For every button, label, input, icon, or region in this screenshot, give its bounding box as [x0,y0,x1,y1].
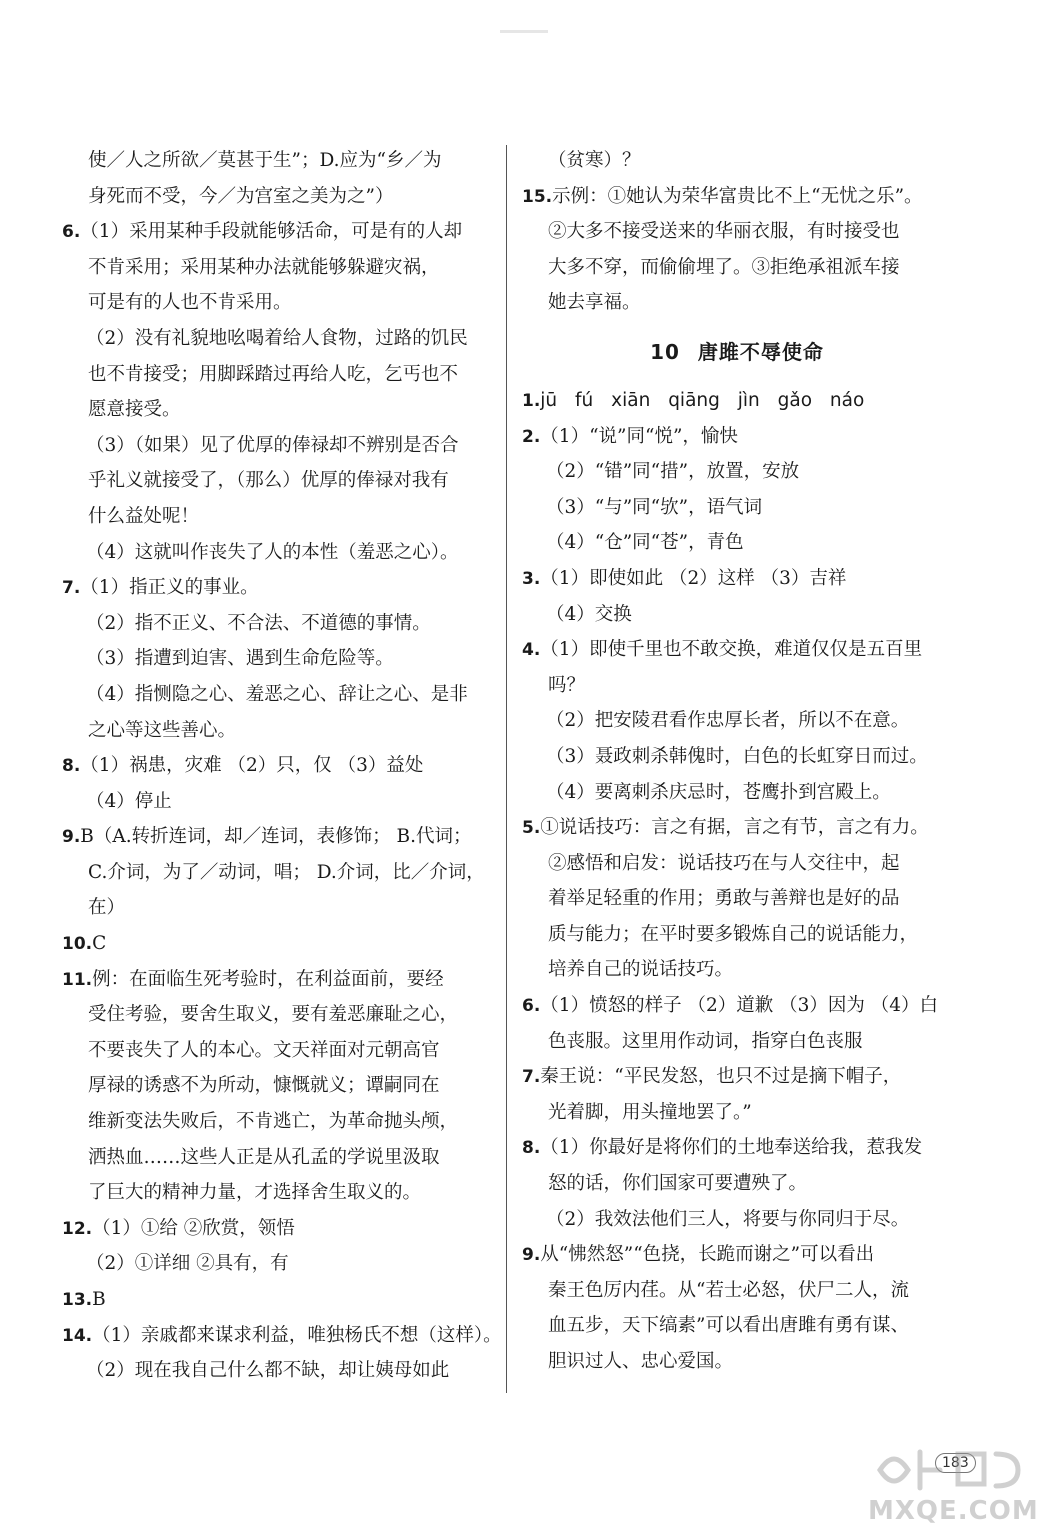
answer-text: 维新变法失败后，不肯逃亡，为革命抛头颅， [88,1111,459,1133]
left-answer-line [62,713,490,749]
right-column-answers [522,383,952,1380]
answer-text: （3）“与”同“欤”，语气词 [546,496,763,518]
section-answer-line [522,1237,952,1273]
answer-text: （1）即使千里也不敢交换，难道仅仅是五百里 [540,639,923,661]
left-answer-line [62,1318,502,1354]
answer-text: 她去享福。 [548,292,641,314]
left-answer-line [62,1211,490,1247]
section-answer-line [522,632,952,668]
question-number: 5. [522,818,541,839]
answer-text: （4）“仓”同“苍”，青色 [546,532,744,554]
answer-text: 愿意接受。 [88,399,181,421]
section-answer-line [522,1344,952,1380]
left-answer-line [62,641,490,677]
watermark-logo [868,1440,1039,1530]
question-number: 1. [522,390,541,411]
answer-text: 什么益处呢！ [88,505,200,527]
answer-text: （1）即使如此 （2）这样 （3）吉祥 [540,567,847,589]
answer-text: 秦王说：“平民发怒，也只不过是摘下帽子， [540,1066,902,1088]
left-answer-line [62,1282,490,1318]
left-answer-line [62,677,490,713]
section-answer-line [522,881,952,917]
right-column [522,143,952,1380]
answer-text: 吗？ [548,674,586,696]
section-answer-line [522,454,952,490]
answer-text: 例：在面临生死考验时，在利益面前，要经 [92,968,444,990]
left-answer-line [62,1353,490,1389]
section-heading [522,321,952,383]
answer-text: 培养自己的说话技巧。 [548,959,734,981]
section-title: 唐雎不辱使命 [697,339,824,364]
right-column-top [522,143,952,321]
question-number: 12. [62,1218,93,1239]
left-answer-line [62,606,490,642]
answer-text: （3）指遭到迫害、遇到生命危险等。 [86,648,394,670]
answer-text: （1）祸患，灾难 （2）只，仅 （3）益处 [80,755,424,777]
answer-text: （2）①详细 ②具有，有 [86,1253,289,1275]
left-answer-line [62,1246,490,1282]
left-answer-line [62,1175,490,1211]
section-answer-line [522,988,952,1024]
left-answer-line [62,250,490,286]
left-answer-line [62,357,490,393]
answer-text: （2）指不正义、不合法、不道德的事情。 [86,612,431,634]
right-answer-line [522,285,952,321]
question-number: 8. [522,1138,541,1159]
answer-text: （3）（如果）见了优厚的俸禄却不辨别是否合 [86,434,459,456]
section-answer-line [522,490,952,526]
left-answer-line [62,1068,490,1104]
answer-text: （4）指恻隐之心、羞恶之心、辞让之心、是非 [86,683,468,705]
section-answer-line [522,703,952,739]
left-answer-line [62,499,490,535]
right-answer-line [522,214,952,250]
section-answer-line [522,775,952,811]
answer-text: B（A.转折连词，却／连词，表修饰； B.代词； [80,826,472,848]
section-answer-line [522,419,952,455]
answer-text: 之心等这些善心。 [88,719,237,741]
section-answer-line [522,1273,952,1309]
left-answer-line [62,179,490,215]
top-edge-mark [500,30,548,33]
answer-text: 色丧服。这里用作动词，指穿白色丧服 [548,1030,863,1052]
answer-text: 了巨大的精神力量，才选择舍生取义的。 [88,1182,422,1204]
section-answer-line [522,952,952,988]
answer-text: 怒的话，你们国家可要遭殃了。 [548,1173,808,1195]
answer-text: 光着脚，用头撞地罢了。” [548,1101,752,1123]
answer-text: （1）指正义的事业。 [80,577,259,599]
question-number: 11. [62,969,93,990]
watermark-text: MXQE.COM [868,1496,1039,1526]
right-answer-line [522,143,952,179]
left-answer-line [62,143,490,179]
page-number: 183 [935,1453,976,1473]
question-number: 9. [522,1245,541,1266]
question-number: 6. [62,222,81,243]
section-answer-line [522,1202,952,1238]
question-number: 4. [522,640,541,661]
left-answer-line [62,1104,490,1140]
answer-text: 可是有的人也不肯采用。 [88,292,292,314]
left-answer-line [62,463,490,499]
answer-text: 使／人之所欲／莫甚于生”；D.应为“乡／为 [88,150,442,171]
answer-text: （2）“错”同“措”，放置，安放 [546,461,800,483]
answer-text: （3）聂政刺杀韩傀时，白色的长虹穿日而过。 [546,745,928,767]
answer-text: （2）我效法他们三人，将要与你同归于尽。 [546,1208,910,1230]
left-answer-line [62,535,490,571]
left-answer-line [62,570,490,606]
section-answer-line [522,525,952,561]
answer-text: 质与能力；在平时要多锻炼自己的说话能力， [548,923,919,945]
left-answer-line [62,784,490,820]
section-answer-line [522,1166,952,1202]
answer-text: （1）愤怒的样子 （2）道歉 （3）因为 （4）白 [540,995,939,1017]
answer-text: 乎礼义就接受了，（那么）优厚的俸禄对我有 [88,470,449,492]
answer-text: C [92,933,107,955]
right-answer-line [522,250,952,286]
section-answer-line [522,561,952,597]
question-number: 8. [62,756,81,777]
answer-text: （1）采用某种手段就能够活命，可是有的人却 [80,221,463,243]
question-number: 10. [62,934,93,955]
section-answer-line [522,1130,952,1166]
answer-text: 洒热血……这些人正是从孔孟的学说里汲取 [88,1146,440,1168]
answer-text: （1）①给 ②欣赏，领悟 [92,1217,295,1239]
question-number: 14. [62,1325,93,1346]
answer-text: 血五步，天下缟素”可以看出唐雎有勇有谋、 [548,1315,909,1337]
answer-text: 不肯采用；采用某种办法就能够躲避灾祸， [88,256,440,278]
answer-text: （2）把安陵君看作忠厚长者，所以不在意。 [546,710,910,732]
section-answer-line [522,1095,952,1131]
question-number: 2. [522,426,541,447]
answer-text: 着举足轻重的作用；勇敢与善辩也是好的品 [548,888,900,910]
answer-text: ②感悟和启发：说话技巧在与人交往中，起 [548,852,900,874]
answer-text: 厚禄的诱惑不为所动，慷慨就义；谭嗣同在 [88,1075,440,1097]
question-number: 7. [522,1067,541,1088]
question-number: 13. [62,1290,93,1310]
left-column [62,143,502,1389]
section-answer-line [522,383,952,419]
answer-text: 示例：①她认为荣华富贵比不上“无忧之乐”。 [552,185,923,207]
answer-text: B [92,1289,106,1310]
section-answer-line [522,1308,952,1344]
left-answer-line [62,285,490,321]
watermark-graphic-icon [868,1440,1033,1500]
answer-text: （4）这就叫作丧失了人的本性（羞恶之心）。 [86,541,459,563]
answer-text: 身死而不受，今／为宫室之美为之”） [88,185,394,207]
left-answer-line [62,392,490,428]
section-answer-line [522,668,952,704]
section-answer-line [522,597,952,633]
column-divider [506,145,507,1393]
section-answer-line [522,1059,952,1095]
answer-text: （1）“说”同“悦”，愉快 [540,425,738,447]
left-answer-line [62,890,490,926]
left-answer-line [62,997,490,1033]
answer-text: （贫寒）？ [548,150,641,171]
section-answer-line [522,739,952,775]
answer-text: C.介词，为了／动词，唱； D.介词，比／介词， [88,861,485,883]
answer-text: 不要丧失了人的本心。文天祥面对元朝高官 [88,1039,440,1061]
left-answer-line [62,428,490,464]
section-answer-line [522,846,952,882]
left-answer-line [62,748,490,784]
answer-text: 受住考验，要舍生取义，要有羞恶廉耻之心， [88,1004,459,1026]
question-number: 7. [62,578,81,599]
left-answer-line [62,855,490,891]
right-answer-line [522,179,952,215]
answer-text: （2）现在我自己什么都不缺，却让姨母如此 [86,1360,450,1382]
answer-text: 胆识过人、忠心爱国。 [548,1351,734,1372]
question-number: 6. [522,996,541,1017]
answer-text: ①说话技巧：言之有据，言之有节，言之有力。 [540,817,929,839]
answer-text: （4）交换 [546,603,632,625]
section-number: 10 [650,339,680,364]
section-answer-line [522,917,952,953]
question-number: 9. [62,827,81,848]
left-answer-line [62,1140,490,1176]
left-answer-line [62,214,490,250]
left-answer-line [62,819,490,855]
left-answer-line [62,1033,490,1069]
question-number: 15. [522,186,553,207]
answer-text: 秦王色厉内荏。从“若士必怒，伏尸二人，流 [548,1279,909,1301]
answer-text: 从“怫然怒”“色挠，长跪而谢之”可以看出 [540,1244,875,1266]
left-answer-line [62,926,490,962]
answer-text: （1）你最好是将你们的土地奉送给我，惹我发 [540,1137,923,1159]
answer-text: ②大多不接受送来的华丽衣服，有时接受也 [548,221,900,243]
answer-text: （4）停止 [86,790,172,812]
left-answer-line [62,962,490,998]
section-answer-line [522,1024,952,1060]
pinyin-answer: jū fú xiān qiāng jìn gǎo náo [540,389,865,411]
answer-text: 在） [88,897,126,919]
left-answer-line [62,321,490,357]
answer-text: 也不肯接受；用脚踩踏过再给人吃，乞丐也不 [88,363,459,385]
section-answer-line [522,810,952,846]
answer-text: （1）亲戚都来谋求利益，唯独杨氏不想（这样）。 [92,1324,502,1346]
answer-text: 大多不穿，而偷偷埋了。③拒绝承祖派车接 [548,256,900,278]
question-number: 3. [522,568,541,589]
answer-text: （2）没有礼貌地吆喝着给人食物，过路的饥民 [86,327,468,349]
answer-text: （4）要离刺杀庆忌时，苍鹰扑到宫殿上。 [546,781,891,803]
